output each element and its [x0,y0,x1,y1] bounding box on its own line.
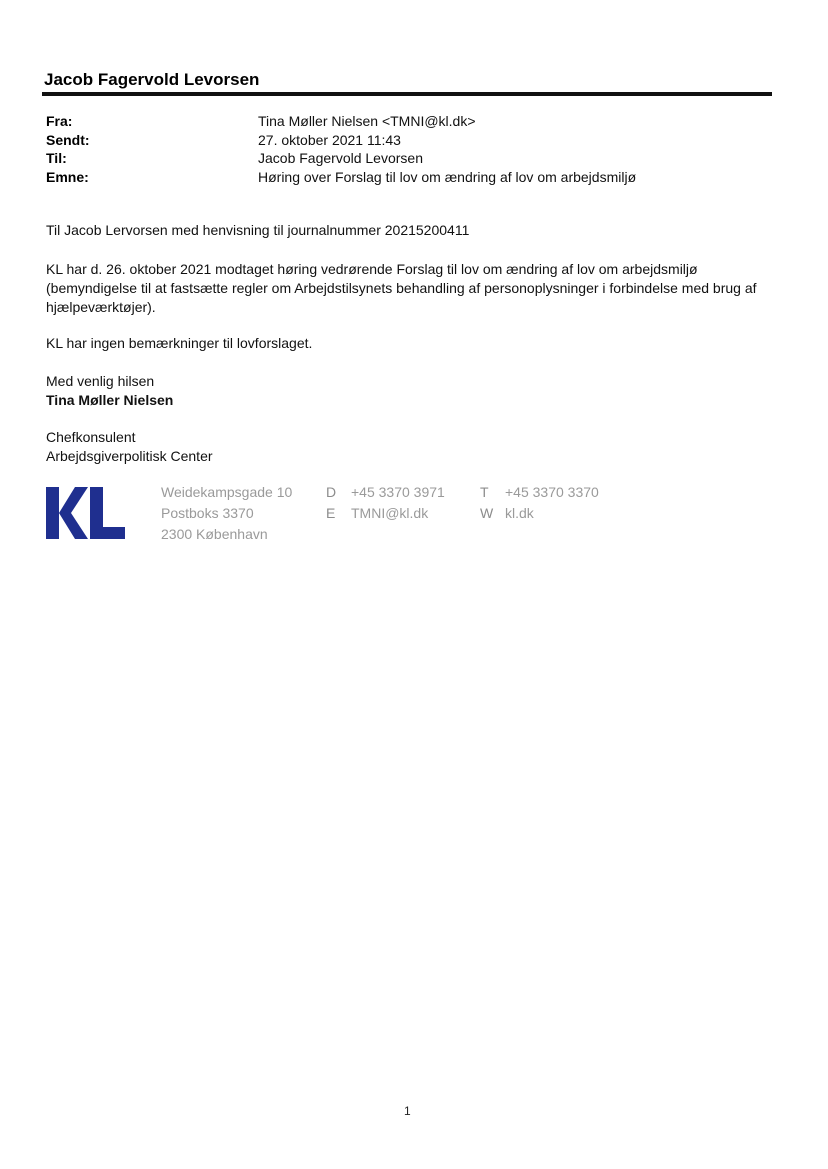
contact-column-direct [326,482,445,524]
address-line: Postboks 3370 [161,505,254,521]
address-line: 2300 København [161,526,268,542]
signer-department: Arbejdsgiverpolitisk Center [46,448,213,464]
contact-key: T [480,484,489,500]
page-number: 1 [404,1104,411,1118]
contact-value: TMNI@kl.dk [351,505,429,521]
contact-column-main [480,482,599,524]
header-row-from [46,112,636,131]
body-paragraph-conclusion: KL har ingen bemærkninger til lovforslaget. [46,335,313,351]
address-line: Weidekampsgade 10 [161,484,293,500]
header-label: Til: [46,150,67,166]
contact-direct-phone [326,482,445,503]
contact-key: D [326,484,337,500]
address-column [161,482,292,545]
heading-rule [42,92,772,96]
body-paragraph-main: KL har d. 26. oktober 2021 modtaget høring vedrørende Forslag til lov om ændring af lov om arbejdsmiljø (bemyndigelse til at fastsætte regler om Arbejdstilsynets behandling af personoplysninger i forbindelse med brug af hjælpeværktøjer). [46,261,757,315]
closing-greeting: Med venlig hilsen [46,373,155,389]
contact-key: W [480,505,494,521]
contact-main-phone [480,482,599,503]
header-row-sent [46,131,636,150]
header-row-subject [46,168,636,187]
contact-value: +45 3370 3370 [505,484,599,500]
header-value: Tina Møller Nielsen <TMNI@kl.dk> [258,113,476,129]
header-label: Emne: [46,168,89,185]
contact-email [326,503,445,524]
signer-title: Chefkonsulent [46,429,136,445]
header-label: Sendt: [46,131,90,148]
header-label: Fra: [46,113,73,129]
sender-heading: Jacob Fagervold Levorsen [44,70,260,89]
body-paragraph-reference: Til Jacob Lervorsen med henvisning til journalnummer 20215200411 [46,222,470,238]
contact-website [480,503,599,524]
email-headers [46,112,636,186]
header-value: Jacob Fagervold Levorsen [258,150,423,166]
signer-name: Tina Møller Nielsen [46,392,174,408]
contact-value: kl.dk [505,505,534,521]
contact-value: +45 3370 3971 [351,484,445,500]
header-value: 27. oktober 2021 11:43 [258,131,401,148]
header-row-to [46,149,636,168]
contact-key: E [326,505,336,521]
kl-logo [46,487,126,539]
header-value: Høring over Forslag til lov om ændring af lov om arbejdsmiljø [258,168,637,185]
